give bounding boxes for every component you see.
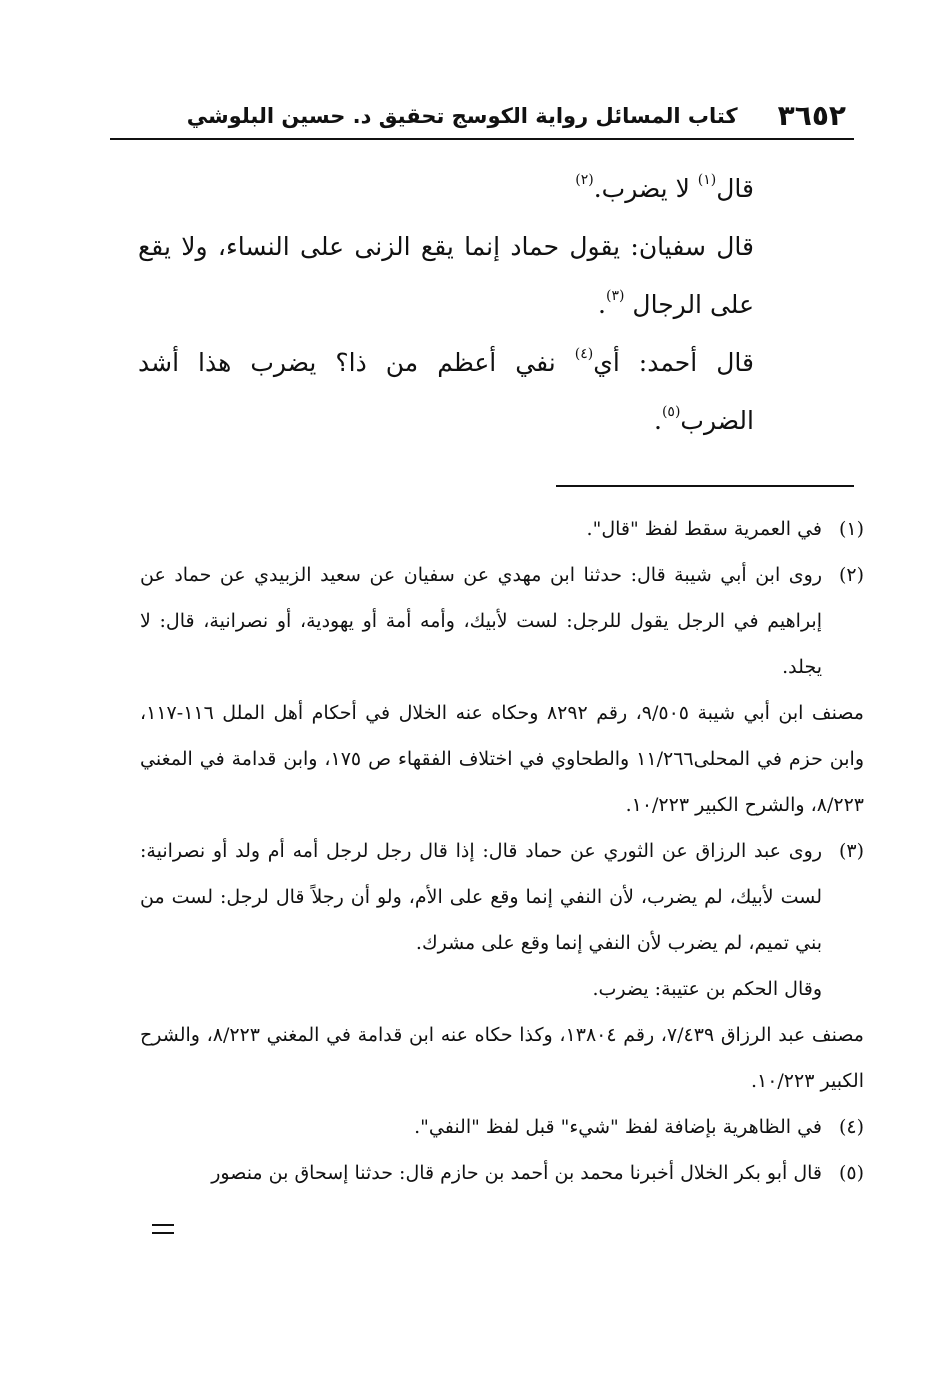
header-rule: [110, 138, 854, 140]
paragraph-3: قال أحمد: أي$^{(٤)}$ نفي أعظم من ذا؟ يضرب هذا أشد الضرب$^{(٥)}$.: [138, 346, 754, 435]
paragraph-1: قال$^{(١)}$ لا يضرب.$^{(٢)}$: [575, 172, 754, 203]
footnote-ref-3: (٣): [606, 288, 625, 304]
footnote-4: [140, 1104, 864, 1150]
continuation-mark: [152, 1224, 174, 1234]
footnote-ref-5: (٥): [661, 404, 681, 420]
footnote-separator: [556, 485, 854, 487]
footnote-text: قال أبو بكر الخلال أخبرنا محمد بن أحمد بن حازم قال: حدثنا إسحاق بن منصور: [211, 1162, 822, 1184]
footnote-1: [140, 506, 864, 552]
footnote-2: [140, 552, 864, 828]
footnote-number: (٢): [838, 564, 864, 586]
footnote-3: [140, 828, 864, 1104]
footnote-source: مصنف ابن أبي شيبة ٩/٥٠٥، رقم ٨٢٩٢ وحكاه عنه الخلال في أحكام أهل الملل ١١٦-١١٧، وابن حزم في المحلى١١/٢٦٦ والطحاوي في اختلاف الفقهاء ص ١٧٥، وابن قدامة في المغني ٨/٢٢٣، والشرح الكبير ١٠/٢٢٣.: [140, 702, 864, 816]
footnote-ref-1: (١): [697, 172, 717, 188]
footnote-number: (١): [838, 518, 864, 540]
footnote-source: مصنف عبد الرزاق ٧/٤٣٩، رقم ١٣٨٠٤، وكذا حكاه عنه ابن قدامة في المغني ٨/٢٢٣، والشرح الكبير ١٠/٢٢٣.: [140, 1024, 864, 1092]
footnote-text: في الظاهرية بإضافة لفظ "شيء" قبل لفظ "النفي".: [414, 1116, 822, 1138]
footnote-5: [140, 1150, 864, 1196]
paragraph-2: قال سفيان: يقول حماد إنما يقع الزنى على النساء، ولا يقع على الرجال $^{(٣)}$.: [138, 232, 754, 319]
running-title: كتاب المسائل رواية الكوسج تحقيق د. حسين البلوشي: [186, 104, 738, 128]
footnote-text: روى عبد الرزاق عن الثوري عن حماد قال: إذا قال رجل لرجل أمه أم ولد أو نصرانية: لست لأبيك، لم يضرب، لأن النفي إنما وقع على الأم، ولو أن رجلاً قال لرجل: لست من بني تميم، لم يضرب لأن النفي إنما وقع على مشرك.: [140, 840, 822, 954]
footnote-ref-4: (٤): [574, 346, 594, 362]
page-number: ٣٦٥٢: [777, 99, 846, 132]
footnote-number: (٥): [838, 1162, 864, 1184]
footnote-ref-2: (٢): [575, 172, 594, 188]
footnote-text: في العمرية سقط لفظ "قال".: [586, 518, 822, 540]
footnote-number: (٣): [838, 840, 864, 862]
footnote-number: (٤): [838, 1116, 864, 1138]
page-header: [112, 86, 852, 134]
footnote-extra: وقال الحكم بن عتيبة: يضرب.: [592, 978, 822, 1000]
footnote-text: روى ابن أبي شيبة قال: حدثنا ابن مهدي عن سفيان عن سعيد الزبيدي عن حماد عن إبراهيم في الرجل يقول للرجل: لست لأبيك، وأمه أمة أو يهودية، أو نصرانية، قال: لا يجلد.: [140, 564, 822, 678]
main-text: [138, 160, 754, 450]
footnotes: [140, 506, 864, 1196]
